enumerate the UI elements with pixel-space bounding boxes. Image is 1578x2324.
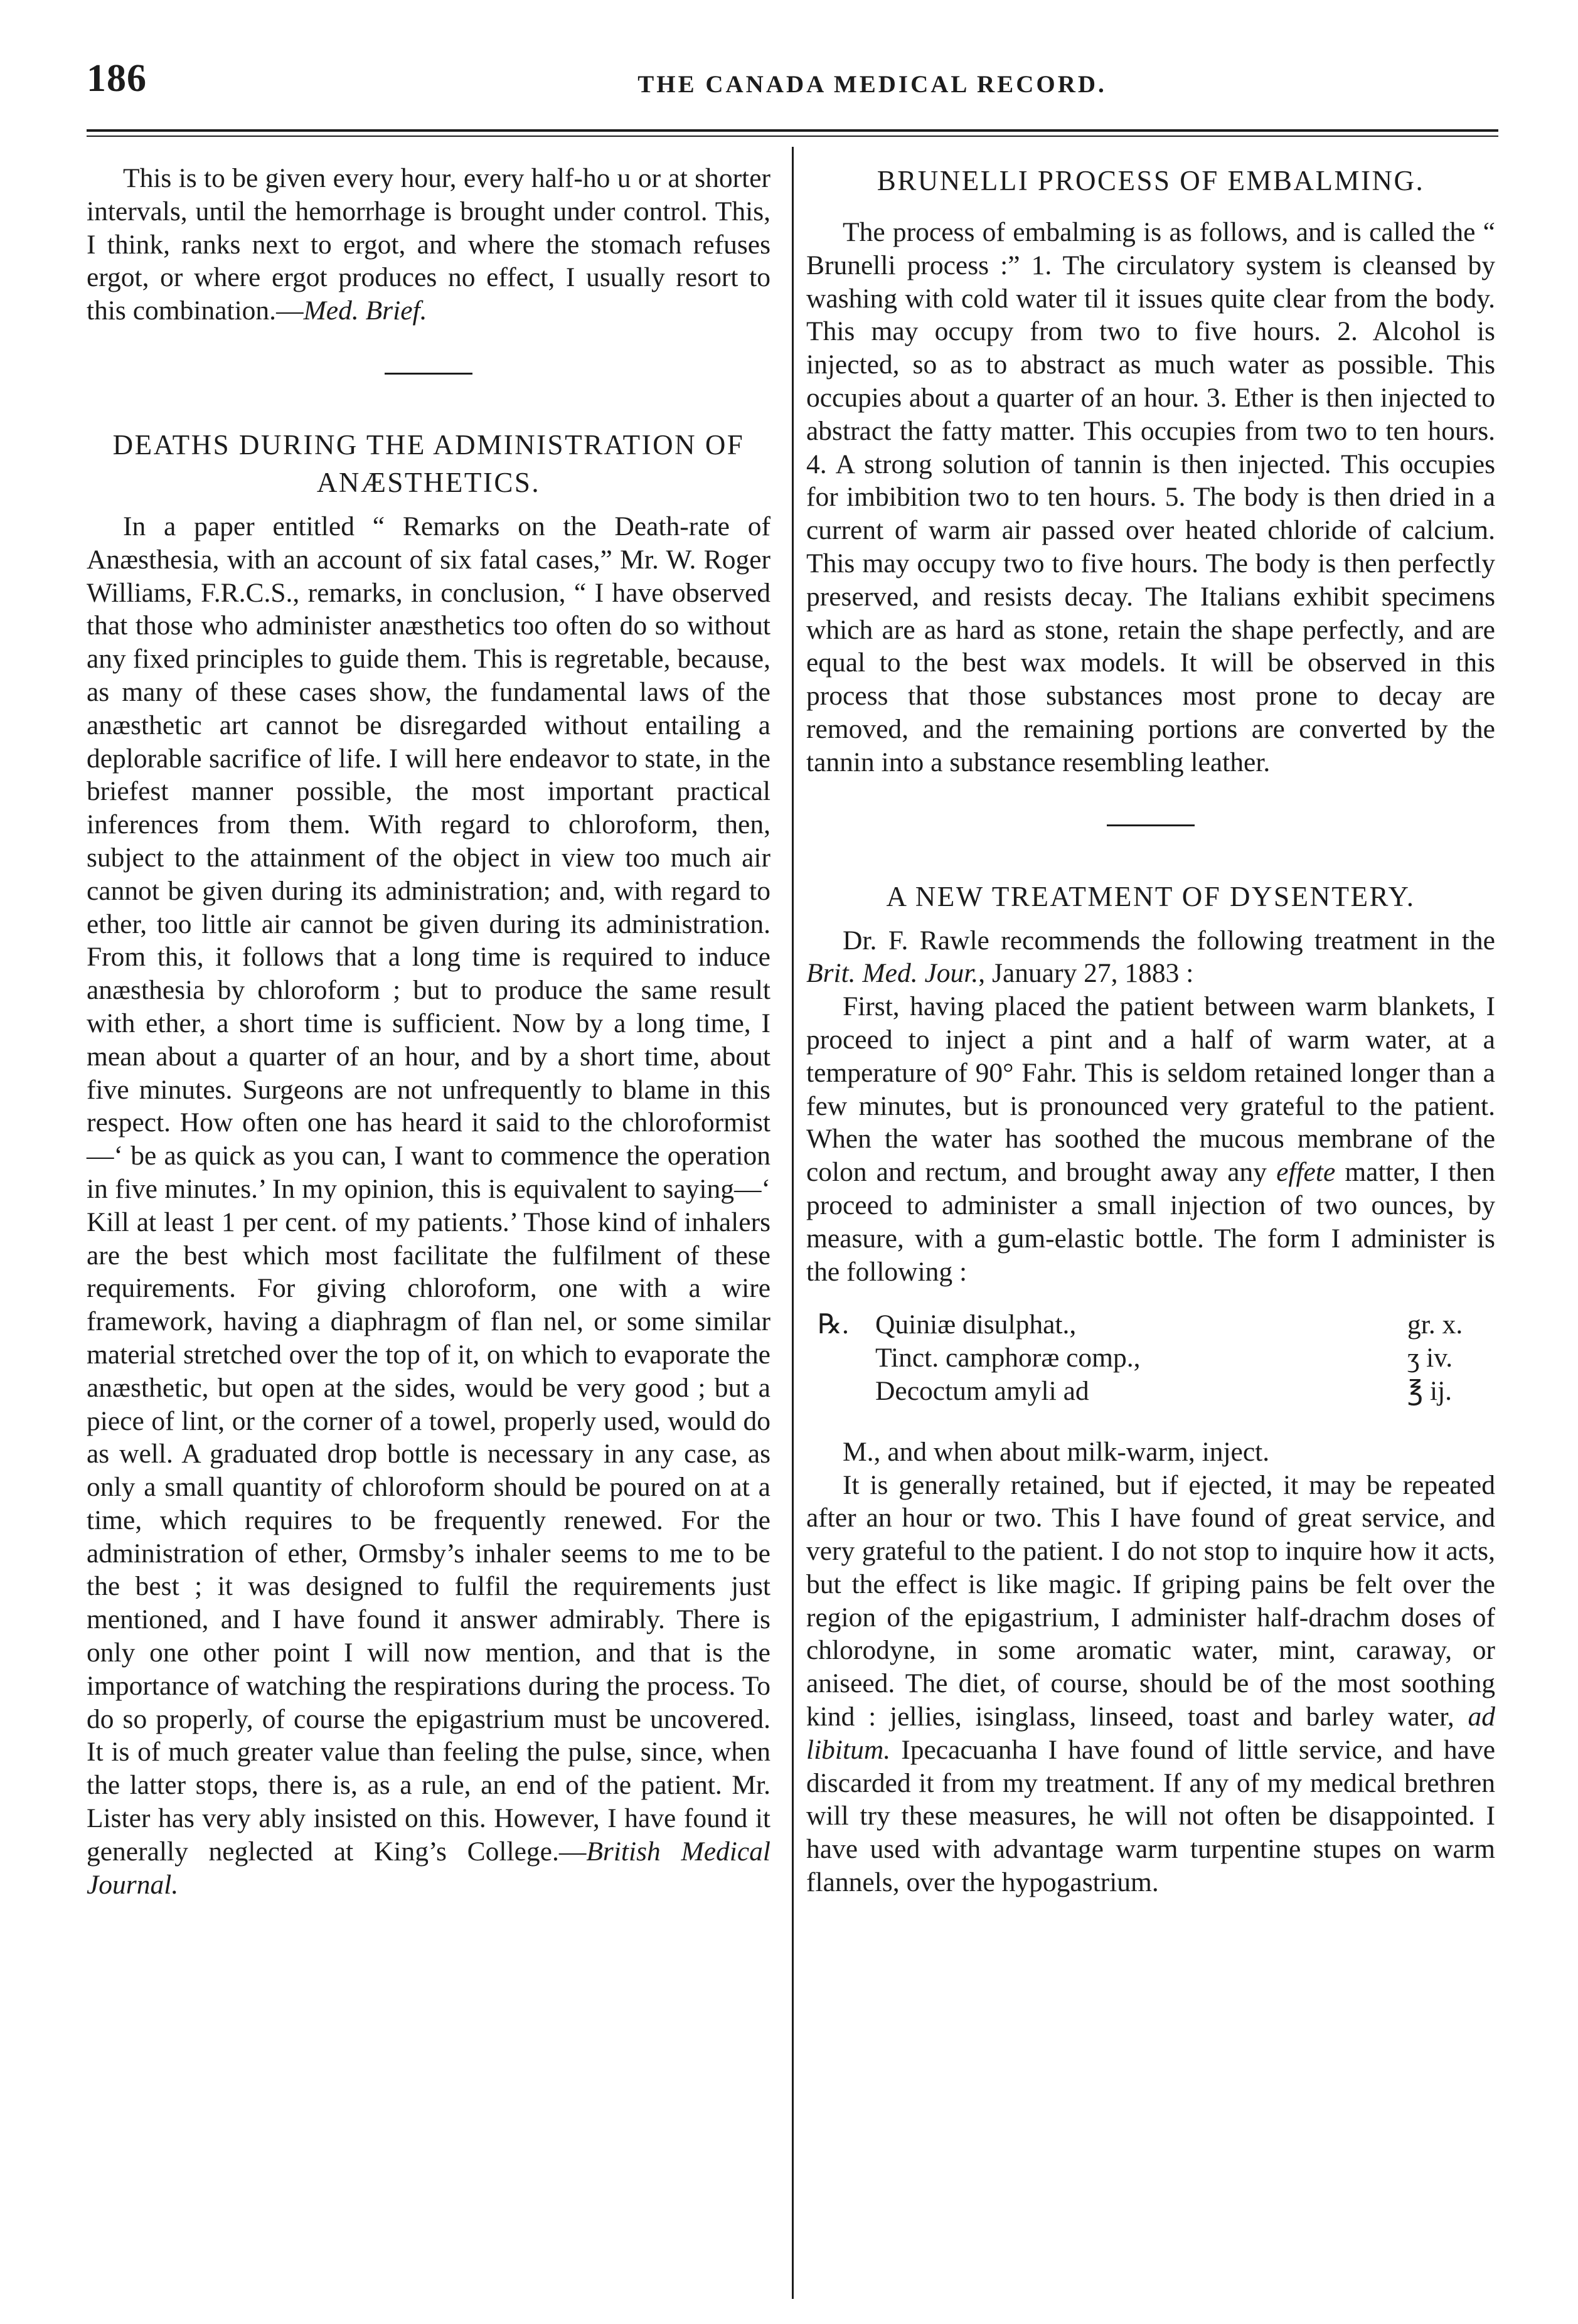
intro-paragraph-text: This is to be given every hour, every half-ho u or at shorter intervals, until the hemorrhage is brought under control. This, I think, ranks next to ergot, and where the stomach refuses ergot, or where ergot produces no effect, I usually resort to this combination.	[87, 163, 770, 326]
para2-italic: ad libitum.	[806, 1702, 1495, 1765]
prescription-item: Tinct. camphoræ comp.,	[875, 1343, 1141, 1373]
prescription-row	[806, 1308, 1495, 1341]
prescription-dose: ʒ iv.	[1407, 1343, 1453, 1373]
article-body-brunelli: The process of embalming is as follows, and is called the “ Brunelli process :” 1. The circulatory system is cleansed by washing with cold water til it issues quite clear from the body. This may occupy from two to five hours. 2. Alcohol is injected, so as to abstract as much water as possible. This occupies about a quarter of an hour. 3. Ether is then injected to abstract the fatty matter. This occupies from two to ten hours. 4. A strong solution of tannin is then injected. This occupies for imbibition two to ten hours. 5. The body is then dried in a current of warm air passed over heated chloride of calcium. This may occupy two to five hours. The body is then perfectly preserved, and resists decay. The Italians exhibit specimens which are as hard as stone, retain the shape perfectly, and are equal to the best wax models. It will be observed in this process that those substances most prone to decay are removed, and the remaining portions are converted by the tannin into a substance resembling leather.	[806, 217, 1495, 777]
prescription-item: Quiniæ disulphat.,	[875, 1309, 1077, 1340]
recipe-symbol: ℞.	[818, 1309, 849, 1340]
prescription-item: Decoctum amyli ad	[875, 1375, 1089, 1406]
prescription-dose: ℥ ij.	[1407, 1375, 1453, 1406]
prescription	[806, 1308, 1495, 1407]
article-source-bmj: British Medical Journal.	[87, 1836, 770, 1900]
intro-journal: Brit. Med. Jour.	[806, 958, 979, 989]
article-title-brunelli: BRUNELLI PROCESS OF EMBALMING.	[877, 165, 1425, 196]
para1-italic: effete	[1276, 1157, 1336, 1188]
article-title-dysentery: A NEW TREATMENT OF DYSENTERY.	[886, 880, 1415, 912]
intro-paragraph: This is to be given every hour, every half-ho u or at shorter intervals, until the hemorrhage is brought under control. This, I think, ranks next to ergot, and where the stomach refuses ergot, or where ergot produces no effect, I usually resort to this combination.—Med. Brief.	[87, 163, 770, 326]
left-column	[87, 162, 770, 1901]
header-rule-thick	[87, 129, 1498, 132]
column-divider	[792, 147, 794, 2299]
prescription-row	[806, 1375, 1495, 1408]
right-column	[806, 162, 1495, 1899]
page-number: 186	[87, 57, 147, 100]
dysentery-intro	[806, 924, 1495, 991]
article-title-deaths-anaesthetics: DEATHS DURING THE ADMINISTRATION OF ANÆSTHETICS.	[112, 429, 745, 498]
dysentery-para-1	[806, 990, 1495, 1288]
article-body-text: In a paper entitled “ Remarks on the Death-rate of Anæsthesia, with an account of six fatal cases,” Mr. W. Roger Williams, F.R.C.S., remarks, in conclusion, “ I have observed that those who administer anæsthetics too often do so without any fixed principles to guide them. This is regretable, because, as many of these cases show, the fundamental laws of the anæsthetic art cannot be disregarded without entailing a deplorable sacrifice of life. I will here endeavor to state, in the briefest manner possible, the most important practical inferences from them. With regard to chloroform, then, subject to the attainment of the object in view too much air cannot be given during its administration; and, with regard to ether, too little air cannot be given during its administration. From this, it follows that a long time is required to induce anæsthesia by chloroform ; but to produce the same result with ether, a short time is sufficient. Now by a long time, I mean about a quarter of an hour, and by a short time, about five minutes. Surgeons are not unfrequently to blame in this respect. How often one has heard it said to the chloroformist—‘ be as quick as you can, I want to commence the operation in five minutes.’ In my opinion, this is equivalent to saying—‘ Kill at least 1 per cent. of my patients.’ Those kind of inhalers are the best which most facilitate the fulfilment of these requirements. For giving chloroform, one with a wire framework, having a diaphragm of flan nel, or some similar material stretched over the top of it, on which to evaporate the anæsthetic, but open at the sides, would be very good ; but a piece of lint, or the corner of a towel, properly used, would do as well. A graduated drop bottle is necessary in any case, as only a small quantity of chloroform should be poured on at a time, which requires to be frequently renewed. For the administration of ether, Ormsby’s inhaler seems to me to be the best ; it was designed to fulfil the requirements just mentioned, and I have found it answer admirably. There is only one other point I will now mention, and that is the importance of watching the respirations during the process. To do so properly, of course the epigastrium must be uncovered. It is of much greater value than feeling the pulse, since, when the latter stops, there is, as a rule, an end of the patient. Mr. Lister has very ably insisted on this. However, I have found it generally neglected at King’s College.	[87, 511, 770, 1867]
dysentery-para-2	[806, 1469, 1495, 1899]
running-head: THE CANADA MEDICAL RECORD.	[637, 71, 1107, 98]
para1-before: First, having placed the patient between warm blankets, I proceed to inject a pint and a half of warm water, at a temperature of 90° Fahr. This is seldom retained longer than a few minutes, but is pronounced very grateful to the patient. When the water has soothed the mucous membrane of the colon and rectum, and brought away any	[806, 991, 1495, 1188]
intro-source: Med. Brief.	[303, 296, 427, 326]
header-rule-thin	[87, 136, 1498, 137]
para1-after: matter, I then proceed to administer a small injection of two ounces, by measure, with a gum-elastic bottle. The form I administer is the following :	[806, 1157, 1496, 1287]
article-body-deaths-anaesthetics: In a paper entitled “ Remarks on the Death-rate of Anæsthesia, with an account of six fatal cases,” Mr. W. Roger Williams, F.R.C.S., remarks, in conclusion, “ I have observed that those who administer anæsthetics too often do so without any fixed principles to guide them. This is regretable, because, as many of these cases show, the fundamental laws of the anæsthetic art cannot be disregarded without entailing a deplorable sacrifice of life. I will here endeavor to state, in the briefest manner possible, the most important practical inferences from them. With regard to chloroform, then, subject to the attainment of the object in view too much air cannot be given during its administration; and, with regard to ether, too little air cannot be given during its administration. From this, it follows that a long time is required to induce anæsthesia by chloroform ; but to produce the same result with ether, a short time is sufficient. Now by a long time, I mean about a quarter of an hour, and by a short time, about five minutes. Surgeons are not unfrequently to blame in this respect. How often one has heard it said to the chloroformist—‘ be as quick as you can, I want to commence the operation in five minutes.’ In my opinion, this is equivalent to saying—‘ Kill at least 1 per cent. of my patients.’ Those kind of inhalers are the best which most facilitate the fulfilment of these requirements. For giving chloroform, one with a wire framework, having a diaphragm of flan nel, or some similar material stretched over the top of it, on which to evaporate the anæsthetic, but open at the sides, would be very good ; but a piece of lint, or the corner of a towel, properly used, would do as well. A graduated drop bottle is necessary in any case, as only a small quantity of chloroform should be poured on at a time, which requires to be frequently renewed. For the administration of ether, Ormsby’s inhaler seems to me to be the best ; it was designed to fulfil the requirements just mentioned, and I have found it answer admirably. There is only one other point I will now mention, and that is the importance of watching the respirations during the process. To do so properly, of course the epigastrium must be uncovered. It is of much greater value than feeling the pulse, since, when the latter stops, there is, as a rule, an end of the patient. Mr. Lister has very ably insisted on this. However, I have found it generally neglected at King’s College.—British Medical Journal.	[87, 511, 770, 1900]
prescription-dose: gr. x.	[1407, 1309, 1463, 1340]
prescription-row	[806, 1341, 1495, 1375]
para2-after: Ipecacuanha I have found of little service, and have discarded it from my treatment. If any of my medical brethren will try these measures, he will not often be disappointed. I have used with advantage warm turpentine stupes on warm flannels, over the hypogastrium.	[806, 1734, 1496, 1898]
intro-before: Dr. F. Rawle recommends the following treatment in the	[843, 925, 1495, 956]
prescription-directions: M., and when about milk-warm, inject.	[843, 1436, 1270, 1467]
para2-before: It is generally retained, but if ejected, it may be repeated after an hour or two. This I have found of great service, and very grateful to the patient. I do not stop to inquire how it acts, but the effect is like magic. If griping pains be felt over the region of the epigastrium, I administer half-drachm doses of chlorodyne, in some aromatic water, mint, caraway, or aniseed. The diet, of course, should be of the most soothing kind : jellies, isinglass, linseed, toast and barley water,	[806, 1469, 1495, 1732]
intro-after: , January 27, 1883 :	[978, 958, 1194, 989]
